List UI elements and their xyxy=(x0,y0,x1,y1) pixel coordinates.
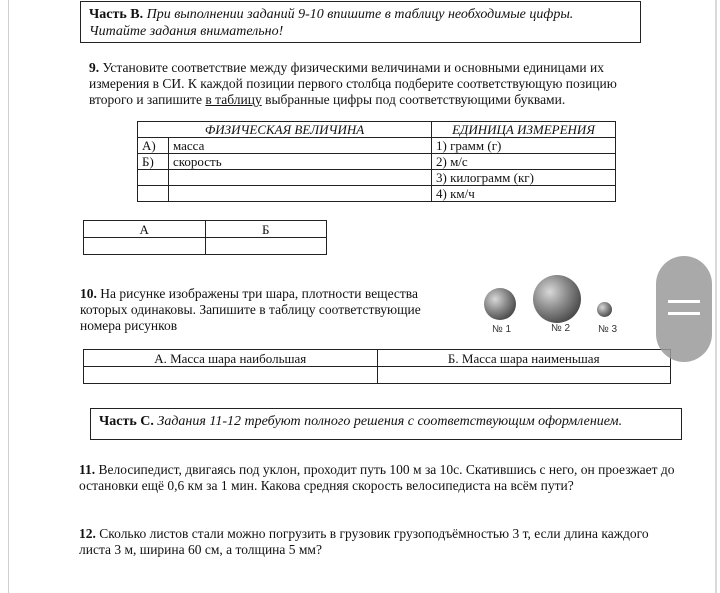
scroll-handle[interactable] xyxy=(656,256,712,362)
row-unit: 1) грамм (г) xyxy=(432,138,616,154)
matching-table-header xyxy=(138,122,616,138)
table-row xyxy=(138,170,616,186)
row-unit: 2) м/с xyxy=(432,154,616,170)
sphere-1 xyxy=(484,288,516,320)
answer-cell-a[interactable] xyxy=(84,238,206,255)
answer-cell-b[interactable] xyxy=(377,367,671,384)
matching-table xyxy=(137,121,616,202)
row-unit: 3) килограмм (кг) xyxy=(432,170,616,186)
table-row xyxy=(138,138,616,154)
page-left-edge xyxy=(8,0,9,593)
sphere-3 xyxy=(597,302,612,317)
row-quantity: скорость xyxy=(169,154,432,170)
sphere-3-label: № 3 xyxy=(598,324,618,335)
handle-line-top xyxy=(668,300,700,303)
row-letter xyxy=(138,170,169,186)
row-letter: Б) xyxy=(138,154,169,170)
row-quantity xyxy=(169,170,432,186)
question-12-number: 12. xyxy=(79,526,96,541)
answer-table-9 xyxy=(83,220,327,255)
answer-header-a: А. Масса шара наибольшая xyxy=(84,350,378,367)
sphere-2 xyxy=(533,275,581,323)
answer-header-a: А xyxy=(84,221,206,238)
header-quantity: ФИЗИЧЕСКАЯ ВЕЛИЧИНА xyxy=(138,122,432,138)
answer-header-b: Б xyxy=(205,221,327,238)
question-9-text-a: Установите соответствие между физическими величинами и основными единицами их измерения в СИ. К каждой позиции первого столбца подберите соответствующую позицию второго и запишите xyxy=(89,60,617,107)
answer-cell-b[interactable] xyxy=(205,238,327,255)
spheres-figure xyxy=(480,270,625,340)
sphere-2-label: № 2 xyxy=(551,323,571,334)
table-row xyxy=(138,186,616,202)
question-12-text: Сколько листов стали можно погрузить в грузовик грузоподъёмностью 3 т, если длина каждого листа 3 м, ширина 60 см, а толщина 5 мм? xyxy=(79,526,649,557)
table-row xyxy=(138,154,616,170)
question-11-text: Велосипедист, двигаясь под уклон, проходит путь 100 м за 10с. Скатившись с него, он проезжает до остановки ещё 0,6 км за 1 мин. Какова средняя скорость велосипедиста на всём пути? xyxy=(79,462,675,493)
question-9-text-underlined: в таблицу xyxy=(205,92,262,107)
sphere-1-label: № 1 xyxy=(492,324,512,335)
question-9 xyxy=(89,60,664,108)
question-11-number: 11. xyxy=(79,462,96,477)
question-9-number: 9. xyxy=(89,60,100,75)
handle-line-bottom xyxy=(668,312,700,315)
part-b-box xyxy=(80,1,641,43)
answer-table-10 xyxy=(83,349,671,384)
row-unit: 4) км/ч xyxy=(432,186,616,202)
row-quantity: масса xyxy=(169,138,432,154)
row-quantity xyxy=(169,186,432,202)
part-c-instructions: Задания 11-12 требуют полного решения с соответствующим оформлением. xyxy=(157,414,623,429)
question-10 xyxy=(80,286,460,334)
answer-header-b: Б. Масса шара наименьшая xyxy=(377,350,671,367)
page-right-edge xyxy=(715,0,717,593)
question-9-text-b: выбранные цифры под соответствующими буквами. xyxy=(261,92,566,107)
row-letter: А) xyxy=(138,138,169,154)
question-11 xyxy=(79,462,679,494)
answer-cell-a[interactable] xyxy=(84,367,378,384)
question-12 xyxy=(79,526,679,558)
part-c-box xyxy=(90,408,682,440)
question-10-number: 10. xyxy=(80,286,97,301)
question-10-text: На рисунке изображены три шара, плотности вещества которых одинаковы. Запишите в таблицу соответствующие номера рисунков xyxy=(80,286,421,333)
part-b-instructions: При выполнении заданий 9-10 впишите в таблицу необходимые цифры. Читайте задания внимательно! xyxy=(89,7,574,39)
row-letter xyxy=(138,186,169,202)
header-unit: ЕДИНИЦА ИЗМЕРЕНИЯ xyxy=(432,122,616,138)
part-c-label: Часть С. xyxy=(99,414,154,429)
part-b-label: Часть В. xyxy=(89,7,144,22)
